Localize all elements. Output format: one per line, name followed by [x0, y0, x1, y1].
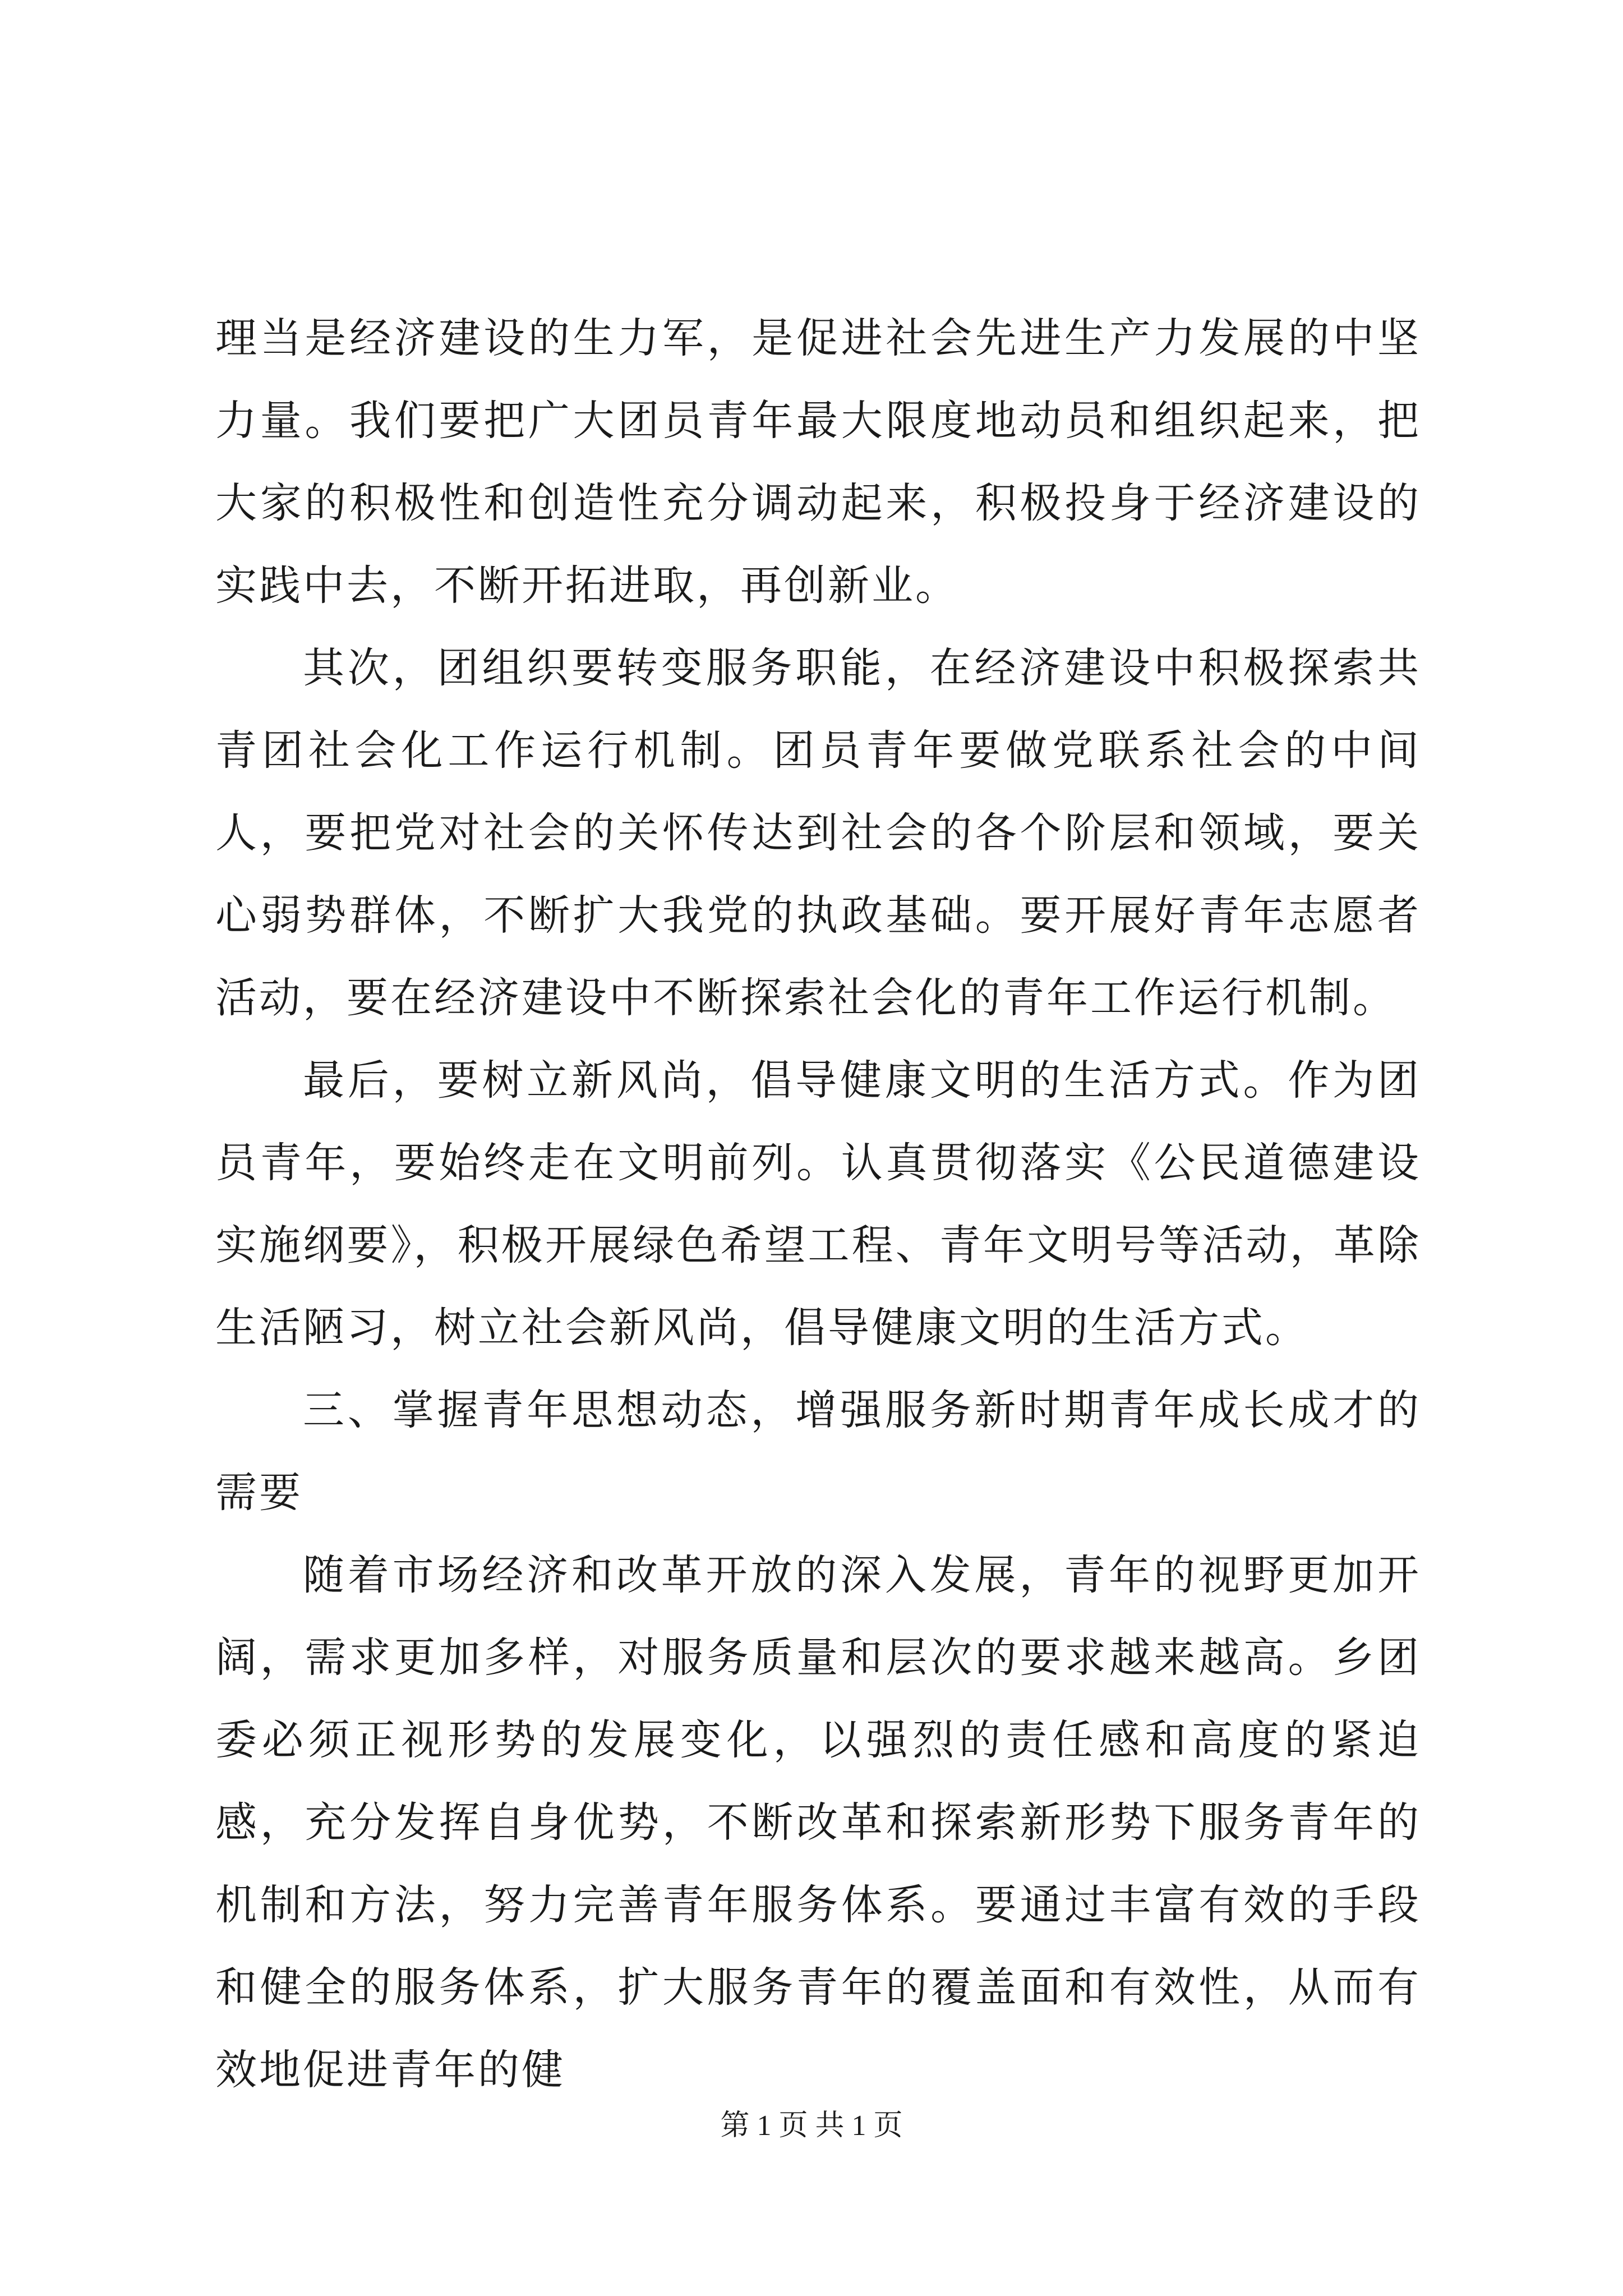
document-body [215, 297, 1421, 2111]
section-heading-three: 三、掌握青年思想动态，增强服务新时期青年成长成才的需要 [215, 1386, 1421, 1517]
paragraph-finally: 最后，要树立新风尚，倡导健康文明的生活方式。作为团员青年，要始终走在文明前列。认真贯彻落实《公民道德建设实施纲要》，积极开展绿色希望工程、青年文明号等活动，革除生活陋习，树立社会新风尚，倡导健康文明的生活方式。 [215, 1056, 1421, 1352]
paragraph-market-economy: 随着市场经济和改革开放的深入发展，青年的视野更加开阔，需求更加多样，对服务质量和层次的要求越来越高。乡团委必须正视形势的发展变化，以强烈的责任感和高度的紧迫感，充分发挥自身优势，不断改革和探索新形势下服务青年的机制和方法，努力完善青年服务体系。要通过丰富有效的手段和健全的服务体系，扩大服务青年的覆盖面和有效性，从而有效地促进青年的健 [215, 1551, 1421, 2094]
page-footer: 第 1 页 共 1 页 [720, 2110, 903, 2142]
paragraph-continuation: 理当是经济建设的生力军，是促进社会先进生产力发展的中坚力量。我们要把广大团员青年最大限度地动员和组织起来，把大家的积极性和创造性充分调动起来，积极投身于经济建设的实践中去，不断开拓进取，再创新业。 [215, 314, 1421, 610]
paragraph-secondly: 其次，团组织要转变服务职能，在经济建设中积极探索共青团社会化工作运行机制。团员青年要做党联系社会的中间人，要把党对社会的关怀传达到社会的各个阶层和领域，要关心弱势群体，不断扩大我党的执政基础。要开展好青年志愿者活动，要在经济建设中不断探索社会化的青年工作运行机制。 [215, 644, 1421, 1022]
